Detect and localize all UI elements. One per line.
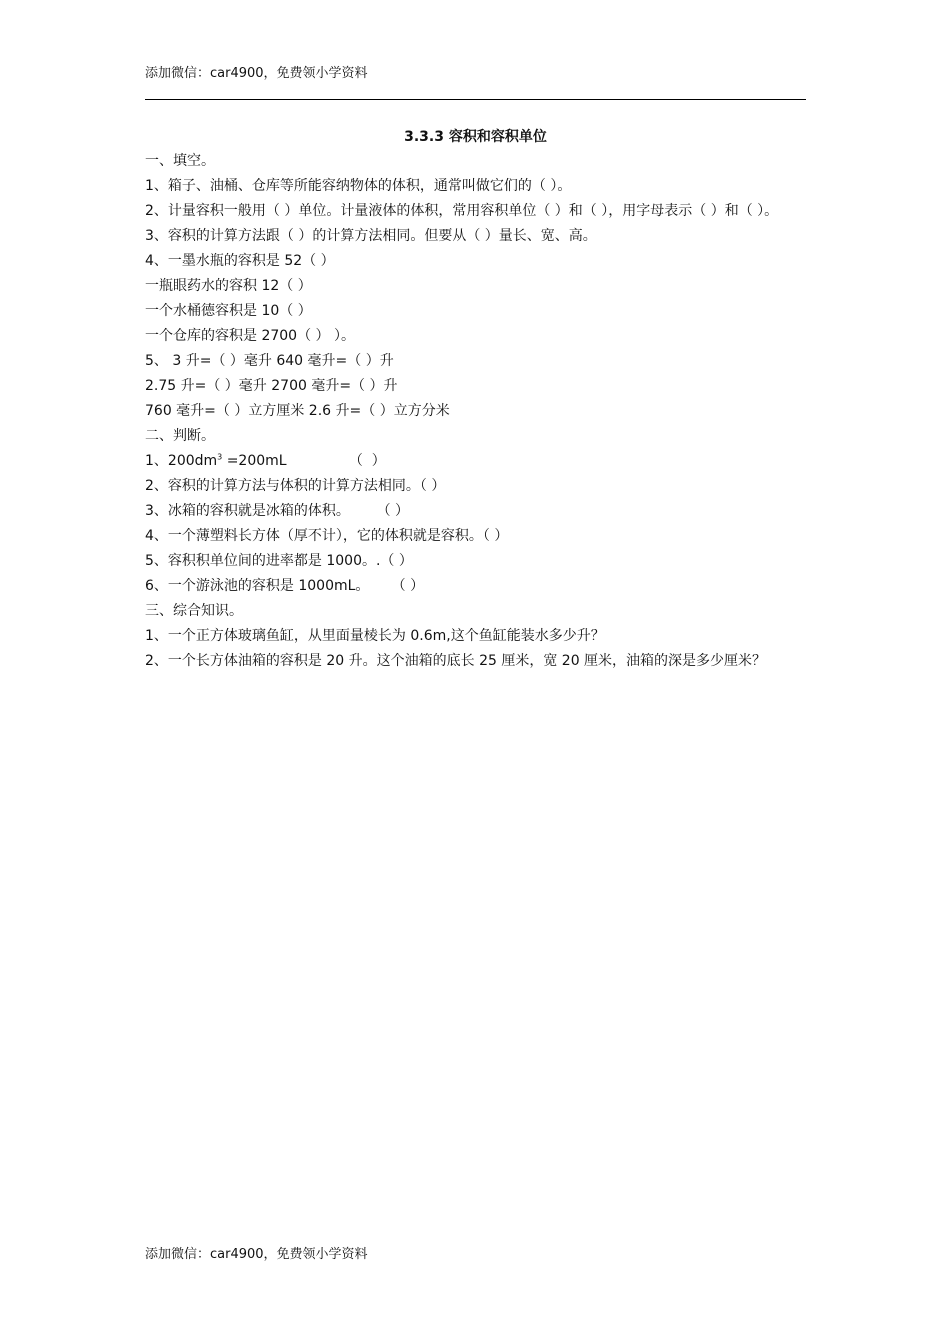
judge-question-4: 4、一个薄塑料长方体（厚不计），它的体积就是容积。（ ） [145, 528, 509, 544]
section-heading-judge: 二、判断。 [145, 428, 215, 444]
header-divider [145, 99, 806, 100]
comprehensive-question-2: 2、一个长方体油箱的容积是 20 升。这个油箱的底长 25 厘米，宽 20 厘米，油箱的深是多少厘米？ [145, 653, 767, 669]
document-body [145, 149, 806, 674]
fill-question-5c: 760 毫升=（ ）立方厘米 2.6 升=（ ）立方分米 [145, 403, 450, 419]
judge-q1-post: =200mL （ ） [222, 453, 386, 469]
section-heading-comprehensive: 三、综合知识。 [145, 603, 243, 619]
judge-q1-pre: 1、200dm [145, 453, 218, 469]
fill-question-5a: 5、 3 升=（ ）毫升 640 毫升=（ ）升 [145, 353, 394, 369]
fill-question-4a: 4、一墨水瓶的容积是 52（ ） [145, 253, 335, 269]
section-heading-fill: 一、填空。 [145, 153, 215, 169]
fill-question-2: 2、计量容积一般用（ ）单位。计量液体的体积，常用容积单位（ ）和（ ），用字母表示（ ）和（ ）。 [145, 203, 779, 219]
comprehensive-question-1: 1、一个正方体玻璃鱼缸，从里面量棱长为 0.6m,这个鱼缸能装水多少升？ [145, 628, 605, 644]
judge-question-3: 3、冰箱的容积就是冰箱的体积。 （ ） [145, 503, 410, 519]
fill-question-4b: 一瓶眼药水的容积 12（ ） [145, 278, 312, 294]
judge-question-2: 2、容积的计算方法与体积的计算方法相同。（ ） [145, 478, 446, 494]
fill-question-1: 1、箱子、油桶、仓库等所能容纳物体的体积，通常叫做它们的（ ）。 [145, 178, 572, 194]
fill-question-4c: 一个水桶德容积是 10（ ） [145, 303, 312, 319]
judge-question-1 [145, 449, 806, 474]
page-footer: 添加微信：car4900，免费领小学资料 [145, 1247, 368, 1262]
judge-question-6: 6、一个游泳池的容积是 1000mL。 （ ） [145, 578, 425, 594]
judge-q1-superscript: 3 [217, 452, 223, 462]
fill-question-5b: 2.75 升=（ ）毫升 2700 毫升=（ ）升 [145, 378, 398, 394]
judge-question-5: 5、容积积单位间的进率都是 1000。.（ ） [145, 553, 413, 569]
fill-question-4d: 一个仓库的容积是 2700（ ） ）。 [145, 328, 355, 344]
fill-question-3: 3、容积的计算方法跟（ ）的计算方法相同。但要从（ ）量长、宽、高。 [145, 228, 597, 244]
document-title: 3.3.3 容积和容积单位 [404, 129, 547, 145]
page-header: 添加微信：car4900，免费领小学资料 [145, 66, 368, 81]
